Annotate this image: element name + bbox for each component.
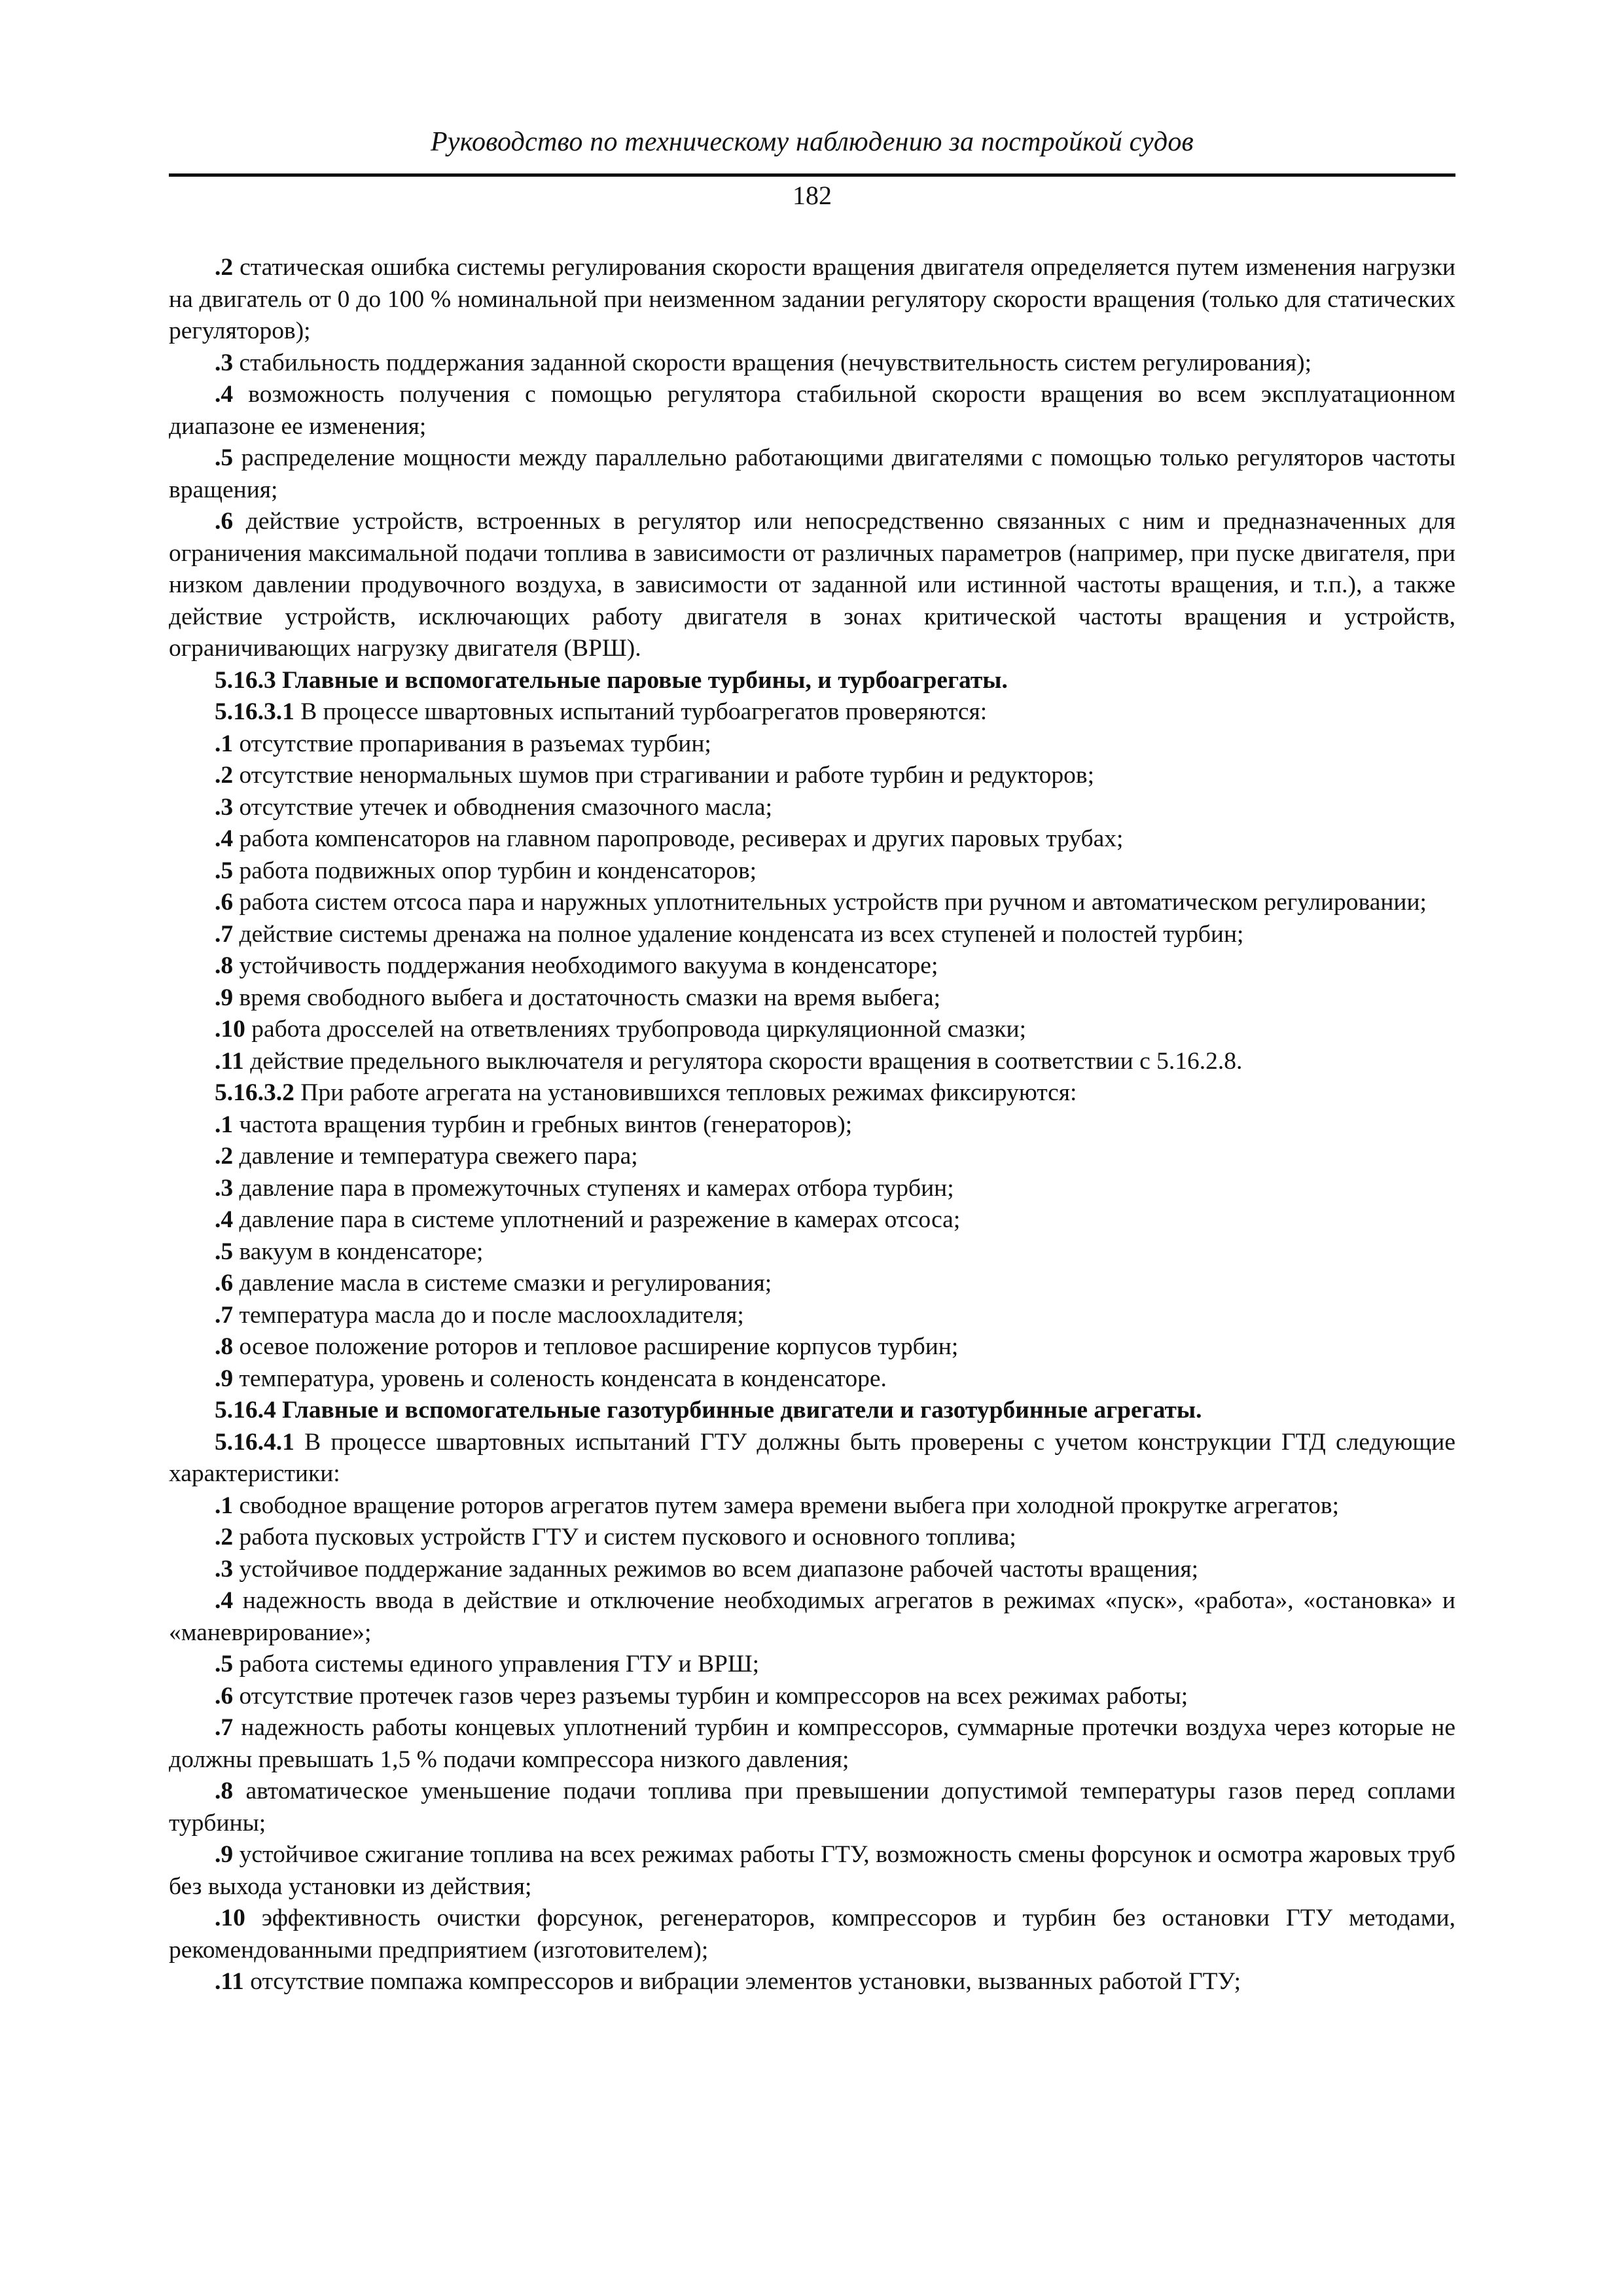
header-rule xyxy=(169,173,1455,177)
paragraph xyxy=(169,728,1455,761)
paragraph-text: отсутствие помпажа компрессоров и вибрации элементов установки, вызванных работой ГТУ; xyxy=(243,1968,1241,1995)
item-number: .7 xyxy=(215,920,234,948)
item-number: .6 xyxy=(215,1682,234,1710)
paragraph-text: давление масла в системе смазки и регулирования; xyxy=(233,1270,772,1297)
paragraph xyxy=(169,506,1455,665)
paragraph xyxy=(169,855,1455,888)
paragraph-text: работа подвижных опор турбин и конденсаторов; xyxy=(233,857,757,884)
document-body xyxy=(169,252,1455,1998)
item-number: .3 xyxy=(215,1174,234,1202)
paragraph-text: время свободного выбега и достаточность смазки на время выбега; xyxy=(233,984,941,1011)
item-number: .2 xyxy=(215,762,234,789)
paragraph-text: действие устройств, встроенных в регулятор или непосредственно связанных с ним и предназначенных для ограничения максимальной подачи топлива в зависимости от различных параметров (например, при пуске двигателя, при низком давлении продувочного воздуха, в зависимости от заданной или истинной частоты вращения, и т.п.), а также действие устройств, исключающих работу двигателя в зонах критической частоты вращения и устройств, ограничивающих нагрузку двигателя (ВРШ). xyxy=(169,508,1455,662)
paragraph-text: температура масла до и после маслоохладителя; xyxy=(233,1301,744,1329)
paragraph xyxy=(169,696,1455,728)
item-number: .1 xyxy=(215,730,234,757)
paragraph xyxy=(169,887,1455,919)
item-number: .3 xyxy=(215,349,234,376)
running-header: Руководство по техническому наблюдению за постройкой судов xyxy=(431,127,1194,157)
paragraph xyxy=(169,1681,1455,1713)
item-number: .2 xyxy=(215,1524,234,1551)
item-number: .11 xyxy=(215,1968,244,1995)
paragraph-text: возможность получения с помощью регулятора стабильной скорости вращения во всем эксплуатационном диапазоне ее изменения; xyxy=(169,381,1455,440)
item-number: .9 xyxy=(215,984,234,1011)
paragraph-text: осевое положение роторов и тепловое расширение корпусов турбин; xyxy=(233,1333,959,1360)
paragraph-text: устойчивое поддержание заданных режимов во всем диапазоне рабочей частоты вращения; xyxy=(233,1555,1199,1583)
paragraph xyxy=(169,792,1455,824)
paragraph xyxy=(169,823,1455,855)
paragraph-text: автоматическое уменьшение подачи топлива при превышении допустимой температуры газов перед соплами турбины; xyxy=(169,1778,1455,1837)
paragraph-text: свободное вращение роторов агрегатов путем замера времени выбега при холодной прокрутке агрегатов; xyxy=(233,1492,1340,1519)
paragraph-text: стабильность поддержания заданной скорости вращения (нечувствительность систем регулирования); xyxy=(233,349,1312,376)
paragraph xyxy=(169,1173,1455,1205)
paragraph-text: статическая ошибка системы регулирования скорости вращения двигателя определяется путем изменения нагрузки на двигатель от 0 до 100 % номинальной при неизменном задании регулятору скорости вращения (только для статических регуляторов); xyxy=(169,254,1455,344)
paragraph xyxy=(169,1839,1455,1903)
item-number: .2 xyxy=(215,254,234,281)
item-number: 5.16.4.1 xyxy=(215,1428,294,1456)
item-number: .6 xyxy=(215,508,234,535)
paragraph-text: работа пусковых устройств ГТУ и систем пускового и основного топлива; xyxy=(233,1524,1016,1551)
paragraph xyxy=(169,1712,1455,1776)
paragraph-text: отсутствие ненормальных шумов при страгивании и работе турбин и редукторов; xyxy=(233,762,1094,789)
paragraph-text: работа дросселей на ответвлениях трубопровода циркуляционной смазки; xyxy=(245,1016,1026,1043)
paragraph-text: 5.16.3 Главные и вспомогательные паровые турбины, и турбоагрегаты. xyxy=(215,666,1008,694)
item-number: .6 xyxy=(215,1270,234,1297)
page-number: 182 xyxy=(793,181,832,210)
paragraph xyxy=(169,950,1455,982)
paragraph-text: работа систем отсоса пара и наружных уплотнительных устройств при ручном и автоматическом регулировании; xyxy=(233,889,1427,916)
paragraph xyxy=(169,1649,1455,1681)
item-number: 5.16.3.2 xyxy=(215,1079,294,1106)
paragraph-text: работа системы единого управления ГТУ и ВРШ; xyxy=(233,1651,760,1677)
paragraph-text: отсутствие протечек газов через разъемы турбин и компрессоров на всех режимах работы; xyxy=(233,1682,1188,1710)
item-number: .2 xyxy=(215,1143,234,1170)
paragraph-text: В процессе швартовных испытаний ГТУ должны быть проверены с учетом конструкции ГТД следующие характеристики: xyxy=(169,1428,1455,1487)
paragraph-text: устойчивое сжигание топлива на всех режимах работы ГТУ, возможность смены форсунок и осмотра жаровых труб без выхода установки из действия; xyxy=(169,1841,1455,1900)
paragraph-text: давление пара в системе уплотнений и разрежение в камерах отсоса; xyxy=(233,1206,961,1233)
paragraph-text: действие предельного выключателя и регулятора скорости вращения в соответствии с 5.16.2.8. xyxy=(243,1047,1243,1075)
paragraph xyxy=(169,919,1455,951)
paragraph xyxy=(169,1903,1455,1966)
paragraph-text: При работе агрегата на установившихся тепловых режимах фиксируются: xyxy=(294,1079,1077,1106)
item-number: .4 xyxy=(215,825,234,852)
paragraph-text: давление пара в промежуточных ступенях и камерах отбора турбин; xyxy=(233,1174,954,1202)
paragraph-text: 5.16.4 Главные и вспомогательные газотурбинные двигатели и газотурбинные агрегаты. xyxy=(215,1397,1202,1424)
paragraph xyxy=(169,1331,1455,1363)
paragraph xyxy=(169,379,1455,442)
item-number: .7 xyxy=(215,1714,234,1741)
item-number: .10 xyxy=(215,1905,245,1931)
item-number: .4 xyxy=(215,1206,234,1233)
paragraph-text: частота вращения турбин и гребных винтов (генераторов); xyxy=(233,1111,853,1138)
paragraph xyxy=(169,1776,1455,1839)
paragraph-text: эффективность очистки форсунок, регенераторов, компрессоров и турбин без остановки ГТУ методами, рекомендованными предприятием (изготовителем); xyxy=(169,1905,1455,1964)
paragraph xyxy=(169,442,1455,506)
item-number: .8 xyxy=(215,1778,234,1804)
paragraph xyxy=(169,1268,1455,1300)
paragraph-text: устойчивость поддержания необходимого вакуума в конденсаторе; xyxy=(233,952,938,979)
item-number: .8 xyxy=(215,952,234,979)
item-number: .5 xyxy=(215,444,234,471)
paragraph xyxy=(169,1109,1455,1141)
paragraph xyxy=(169,1077,1455,1109)
paragraph-text: В процессе швартовных испытаний турбоагрегатов проверяются: xyxy=(294,698,988,725)
paragraph xyxy=(169,1363,1455,1395)
item-number: .6 xyxy=(215,889,234,916)
item-number: .4 xyxy=(215,1587,234,1614)
item-number: 5.16.3.1 xyxy=(215,698,294,725)
paragraph xyxy=(169,760,1455,792)
item-number: .3 xyxy=(215,793,234,821)
paragraph-text: вакуум в конденсаторе; xyxy=(233,1238,484,1265)
paragraph xyxy=(169,1554,1455,1586)
paragraph xyxy=(169,252,1455,348)
paragraph xyxy=(169,982,1455,1014)
item-number: .5 xyxy=(215,1651,234,1677)
paragraph-text: надежность работы концевых уплотнений турбин и компрессоров, суммарные протечки воздуха через которые не должны превышать 1,5 % подачи компрессора низкого давления; xyxy=(169,1714,1455,1773)
item-number: .11 xyxy=(215,1047,244,1075)
paragraph xyxy=(169,348,1455,380)
paragraph xyxy=(169,1427,1455,1490)
paragraph-text: работа компенсаторов на главном паропроводе, ресиверах и других паровых трубах; xyxy=(233,825,1124,852)
paragraph-text: отсутствие пропаривания в разъемах турбин; xyxy=(233,730,711,757)
item-number: .5 xyxy=(215,1238,234,1265)
paragraph xyxy=(169,1966,1455,1998)
paragraph xyxy=(169,1236,1455,1268)
section-heading xyxy=(169,665,1455,697)
item-number: .5 xyxy=(215,857,234,884)
paragraph-text: распределение мощности между параллельно работающими двигателями с помощью только регуляторов частоты вращения; xyxy=(169,444,1455,503)
document-page xyxy=(169,0,1455,2296)
item-number: .7 xyxy=(215,1301,234,1329)
paragraph xyxy=(169,1522,1455,1554)
paragraph xyxy=(169,1585,1455,1649)
item-number: .4 xyxy=(215,381,234,408)
item-number: .1 xyxy=(215,1492,234,1519)
paragraph xyxy=(169,1014,1455,1046)
paragraph-text: отсутствие утечек и обводнения смазочного масла; xyxy=(233,793,772,821)
paragraph xyxy=(169,1490,1455,1522)
item-number: .3 xyxy=(215,1555,234,1583)
paragraph xyxy=(169,1204,1455,1236)
item-number: .1 xyxy=(215,1111,234,1138)
item-number: .10 xyxy=(215,1016,245,1043)
paragraph-text: давление и температура свежего пара; xyxy=(233,1143,638,1170)
paragraph-text: температура, уровень и соленость конденсата в конденсаторе. xyxy=(233,1365,887,1392)
paragraph-text: надежность ввода в действие и отключение необходимых агрегатов в режимах «пуск», «работа», «остановка» и «маневрирование»; xyxy=(169,1587,1455,1646)
section-heading xyxy=(169,1395,1455,1427)
paragraph xyxy=(169,1300,1455,1332)
paragraph xyxy=(169,1046,1455,1078)
paragraph-text: действие системы дренажа на полное удаление конденсата из всех ступеней и полостей турбин; xyxy=(233,920,1244,948)
item-number: .9 xyxy=(215,1365,234,1392)
item-number: .8 xyxy=(215,1333,234,1360)
item-number: .9 xyxy=(215,1841,234,1868)
paragraph xyxy=(169,1141,1455,1173)
